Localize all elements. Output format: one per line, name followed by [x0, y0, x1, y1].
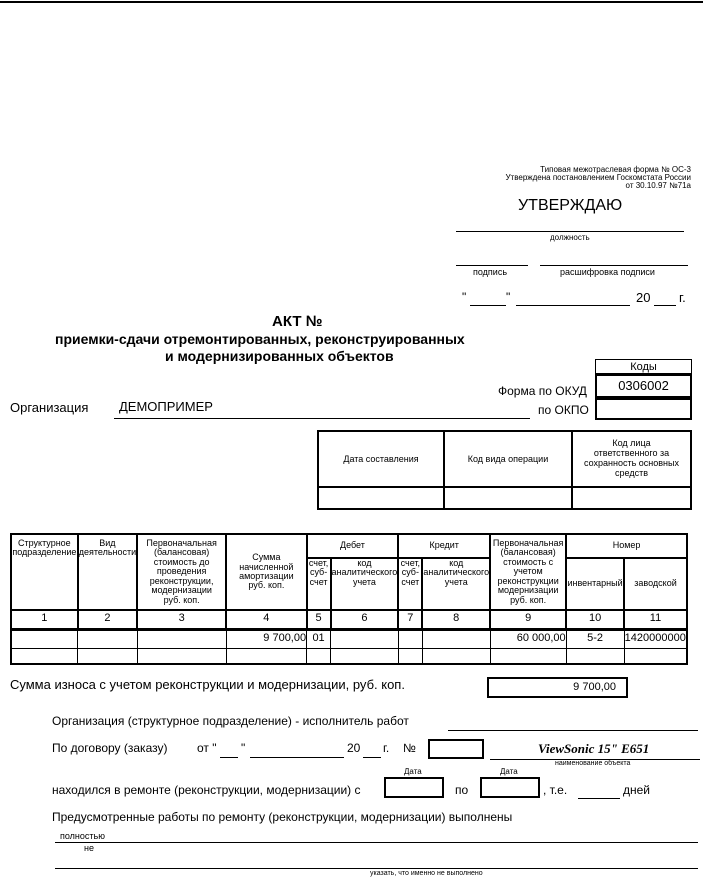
- repair-days-label: дней: [623, 783, 651, 797]
- top-border: [0, 1, 703, 3]
- h-credit-code: код аналитического учета: [422, 558, 490, 610]
- cell-debit-account[interactable]: [307, 648, 331, 664]
- col-number-row: [11, 610, 687, 629]
- cell-amort[interactable]: 9 700,00: [226, 629, 307, 648]
- table-row: [11, 648, 687, 664]
- position-label: должность: [550, 233, 590, 242]
- h-factory: заводской: [624, 558, 687, 610]
- approve-quote-open: ": [462, 290, 467, 304]
- form-note-line1: Типовая межотраслевая форма № ОС-3: [540, 165, 691, 174]
- okpo-cell: [595, 398, 692, 420]
- repair-days-line: [578, 798, 620, 799]
- position-line: [456, 231, 684, 232]
- decode-line: [540, 265, 688, 266]
- contract-year-suffix: г.: [383, 741, 390, 755]
- organization-label: Организация: [10, 400, 89, 415]
- cell-initial-after[interactable]: 60 000,00: [490, 629, 566, 648]
- organization-line: [114, 418, 530, 419]
- cell-debit-code[interactable]: [331, 648, 399, 664]
- contract-num-label: №: [403, 741, 416, 755]
- cell-struct[interactable]: [11, 648, 78, 664]
- h-number: Номер: [566, 534, 687, 558]
- works-not-line: [55, 868, 698, 869]
- codes-header: Коды: [630, 361, 657, 373]
- h-struct: Структурное подразделение: [11, 534, 78, 610]
- okud-cell: [595, 374, 692, 398]
- col-number: 2: [78, 610, 137, 629]
- h-inventory: инвентарный: [566, 558, 624, 610]
- repair-ie-label: , т.е.: [543, 783, 568, 797]
- approve-year-line: [654, 305, 676, 306]
- wear-value-box: [487, 677, 628, 698]
- approve-quote-close: ": [506, 290, 511, 304]
- contract-year-line: [363, 757, 381, 758]
- signature-line: [456, 265, 528, 266]
- doc-value-date[interactable]: [318, 487, 444, 509]
- cell-struct[interactable]: [11, 629, 78, 648]
- doc-header-responsible: Код лица ответственного за сохранность основных средств: [572, 431, 691, 487]
- cell-initial-after[interactable]: [490, 648, 566, 664]
- cell-amort[interactable]: [226, 648, 307, 664]
- act-title: АКТ №: [272, 313, 323, 330]
- table-row: [11, 629, 687, 648]
- form-note-line3: от 30.10.97 №71а: [625, 181, 691, 190]
- repair-date-to-box[interactable]: [480, 777, 540, 798]
- cell-initial[interactable]: [137, 629, 226, 648]
- h-activity: Вид деятельности: [78, 534, 137, 610]
- h-debit-code: код аналитического учета: [331, 558, 399, 610]
- repair-label: находился в ремонте (реконструкции, модернизации) с: [52, 783, 361, 797]
- h-credit-account: счет, суб-счет: [398, 558, 422, 610]
- main-header-row-1: [11, 534, 687, 558]
- form-note-line2: Утверждена постановлением Госкомстата России: [505, 173, 691, 182]
- contract-year-prefix: 20: [347, 741, 361, 755]
- executor-line: [448, 730, 698, 731]
- col-number: 5: [307, 610, 331, 629]
- object-name: ViewSonic 15" E651: [538, 741, 650, 756]
- col-number: 11: [624, 610, 687, 629]
- cell-initial[interactable]: [137, 648, 226, 664]
- col-number: 10: [566, 610, 624, 629]
- approve-year-prefix: 20: [636, 290, 651, 305]
- h-credit: Кредит: [398, 534, 490, 558]
- doc-value-operation[interactable]: [444, 487, 572, 509]
- cell-credit-code[interactable]: [422, 629, 490, 648]
- cell-factory[interactable]: [624, 648, 687, 664]
- col-number: 4: [226, 610, 307, 629]
- cell-inventory[interactable]: [566, 648, 624, 664]
- object-caption: наименование объекта: [555, 760, 631, 767]
- cell-credit-code[interactable]: [422, 648, 490, 664]
- doc-header-date: Дата составления: [318, 431, 444, 487]
- act-subtitle-2: и модернизированных объектов: [165, 348, 394, 364]
- signature-label: подпись: [473, 267, 508, 277]
- executor-label: Организация (структурное подразделение) - исполнитель работ: [52, 714, 409, 728]
- col-number: 7: [398, 610, 422, 629]
- doc-table: [317, 430, 692, 510]
- cell-factory[interactable]: 1420000000: [624, 629, 687, 648]
- wear-label: Сумма износа с учетом реконструкции и модернизации, руб. коп.: [10, 677, 405, 692]
- repair-date-from-box[interactable]: [384, 777, 444, 798]
- col-number: 9: [490, 610, 566, 629]
- doc-table-value-row: [318, 487, 691, 509]
- h-amort: Сумма начисленной амортизации руб. коп.: [226, 534, 307, 610]
- approve-title: УТВЕРЖДАЮ: [518, 197, 623, 214]
- works-not: не: [84, 843, 94, 853]
- okud-value: 0306002: [618, 378, 669, 393]
- cell-activity[interactable]: [78, 629, 137, 648]
- contract-label: По договору (заказу): [52, 741, 168, 755]
- cell-activity[interactable]: [78, 648, 137, 664]
- okud-label: Форма по ОКУД: [498, 384, 587, 398]
- col-number: 8: [422, 610, 490, 629]
- works-caption: указать, что именно не выполнено: [370, 870, 483, 877]
- organization-value: ДЕМОПРИМЕР: [119, 399, 213, 414]
- decode-label: расшифровка подписи: [560, 267, 655, 277]
- doc-header-operation: Код вида операции: [444, 431, 572, 487]
- doc-value-responsible[interactable]: [572, 487, 691, 509]
- date-caption-2: Дата: [500, 767, 518, 776]
- approve-month-line: [516, 305, 630, 306]
- cell-credit-account[interactable]: [398, 648, 422, 664]
- act-subtitle-1: приемки-сдачи отремонтированных, реконструированных: [55, 331, 465, 347]
- works-label: Предусмотренные работы по ремонту (реконструкции, модернизации) выполнены: [52, 810, 513, 824]
- col-number: 1: [11, 610, 78, 629]
- cell-debit-code[interactable]: [331, 629, 399, 648]
- cell-credit-account[interactable]: [398, 629, 422, 648]
- repair-to-label: по: [455, 783, 469, 797]
- cell-debit-account[interactable]: 01: [307, 629, 331, 648]
- contract-quote-close: ": [241, 741, 246, 755]
- col-number: 6: [331, 610, 399, 629]
- h-initial: Первоначальная (балансовая) стоимость до проведения реконструкции, модернизации руб. коп.: [137, 534, 226, 610]
- contract-from: от ": [197, 741, 217, 755]
- cell-inventory[interactable]: 5-2: [566, 629, 624, 648]
- doc-table-header-row: [318, 431, 691, 487]
- works-fully: полностью: [60, 831, 105, 841]
- contract-month-line: [250, 757, 344, 758]
- works-fully-line: [55, 842, 698, 843]
- h-debit-account: счет, суб-счет: [307, 558, 331, 610]
- contract-day-line: [220, 757, 238, 758]
- approve-year-suffix: г.: [679, 290, 686, 305]
- okpo-label: по ОКПО: [538, 403, 589, 417]
- codes-header-cell: [595, 359, 692, 374]
- col-number: 3: [137, 610, 226, 629]
- h-initial-after: Первоначальная (балансовая) стоимость с учетом реконструкции модернизации руб. коп.: [490, 534, 566, 610]
- wear-value: 9 700,00: [573, 681, 616, 693]
- h-debit: Дебет: [307, 534, 399, 558]
- approve-day-line: [470, 305, 506, 306]
- contract-number-box[interactable]: [428, 739, 484, 759]
- date-caption-1: Дата: [404, 767, 422, 776]
- main-table: [10, 533, 688, 665]
